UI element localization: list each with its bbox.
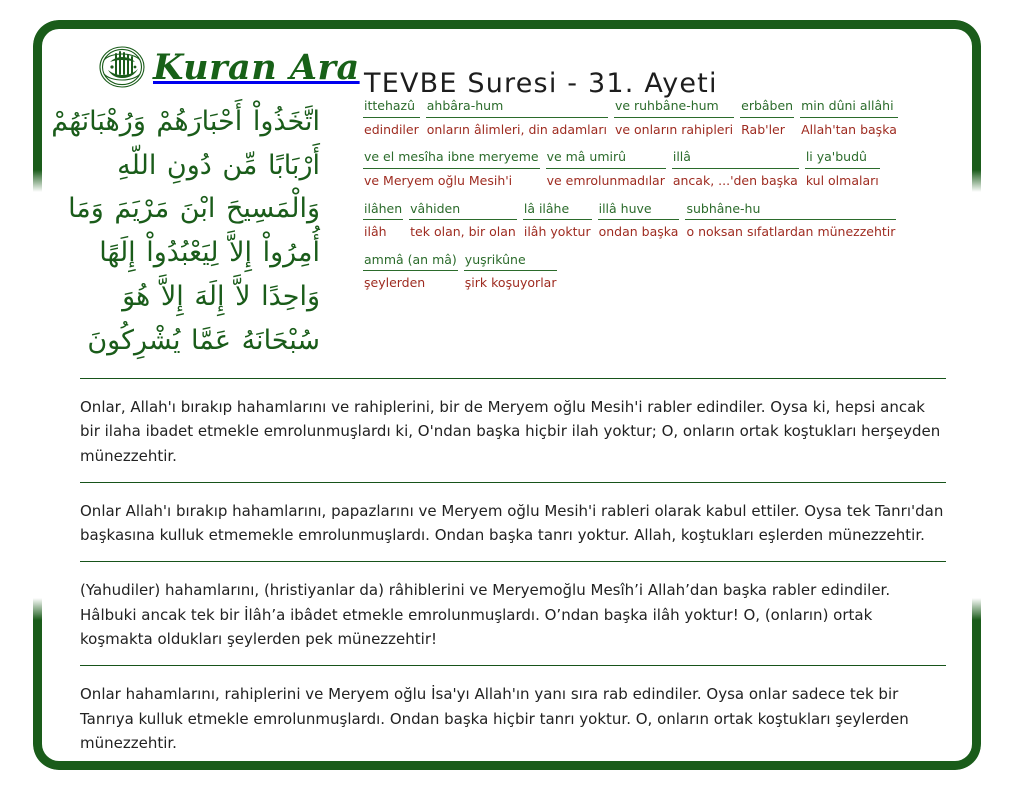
word-cell[interactable]	[614, 98, 734, 137]
word-transliteration: ve el mesîha ibne meryeme	[363, 149, 540, 169]
translation-text: (Yahudiler) hahamlarını, (hristiyanlar da) râhiblerini ve Meryemoğlu Mesîh’i Allah’dan başka rabler edindiler. Hâlbuki ancak tek bir İlâh’a ibâdet etmekle emrolunmuşlardı. O’ndan başka ilâh yoktur! O, (onların) ortak koşmakta oldukları şeylerden pek münezzehtir!	[80, 581, 891, 649]
word-turkish-gloss: ilâh yoktur	[523, 224, 591, 240]
word-turkish-gloss: Rab'ler	[741, 121, 785, 137]
word-cell[interactable]	[800, 98, 898, 137]
translation-block	[80, 561, 946, 665]
translation-text: Onlar hahamlarını, rahiplerini ve Meryem oğlu İsa'yı Allah'ın yanı sıra rab edindiler. Oysa onlar sadece tek bir Tanrıya kulluk etmekle emrolunmuşlardı. Ondan başka hiçbir tanrı yoktur. O, onların ortak koştukları şeylerden münezzehtir.	[80, 685, 909, 752]
word-turkish-gloss: ondan başka	[598, 224, 679, 240]
translation-block	[80, 482, 946, 562]
site-name: Kuran Ara	[153, 46, 360, 88]
word-by-word-table	[363, 98, 908, 303]
word-transliteration: ammâ (an mâ)	[363, 252, 458, 272]
word-turkish-gloss: o noksan sıfatlardan münezzehtir	[686, 224, 896, 240]
word-transliteration: illâ	[672, 149, 799, 169]
word-cell[interactable]	[409, 201, 517, 240]
word-turkish-gloss: onların âlimleri, din adamları	[426, 121, 607, 137]
arabic-verse-line: وَالْمَسِيحَ ابْنَ مَرْيَمَ وَمَا	[68, 193, 320, 225]
arabic-verse-line: أَرْبَابًا مِّن دُونِ اللّهِ	[117, 149, 320, 181]
word-cell[interactable]	[685, 201, 896, 240]
word-turkish-gloss: ancak, ...'den başka	[672, 172, 798, 188]
word-turkish-gloss: ve Meryem oğlu Mesih'i	[364, 172, 513, 188]
word-cell[interactable]	[363, 149, 540, 188]
site-logo-link[interactable]	[95, 40, 360, 94]
translations-list	[80, 378, 946, 755]
word-turkish-gloss: edindiler	[364, 121, 419, 137]
word-cell[interactable]	[363, 201, 403, 240]
word-cell[interactable]	[523, 201, 592, 240]
arabic-verse-line: أُمِرُواْ إِلاَّ لِيَعْبُدُواْ إِلَهًا	[99, 237, 320, 269]
word-transliteration: li ya'budû	[805, 149, 880, 169]
word-transliteration: subhâne-hu	[685, 201, 896, 221]
word-transliteration: min dûni allâhi	[800, 98, 898, 118]
translation-block	[80, 378, 946, 482]
translation-text: Onlar, Allah'ı bırakıp hahamlarını ve rahiplerini, bir de Meryem oğlu Mesih'i rabler edindiler. Oysa ki, hepsi ancak bir ilaha ibadet etmekle emrolunmuşlardı ki, O'ndan başka hiçbir ilah yoktur; O, onların ortak koştukları herşeyden münezzehtir.	[80, 398, 941, 465]
word-cell[interactable]	[740, 98, 794, 137]
word-transliteration: illâ huve	[598, 201, 680, 221]
word-row	[363, 149, 908, 188]
word-cell[interactable]	[805, 149, 880, 188]
arabic-verse	[40, 100, 320, 362]
arabic-verse-line: سُبْحَانَهُ عَمَّا يُشْرِكُونَ	[87, 324, 320, 356]
word-turkish-gloss: tek olan, bir olan	[410, 224, 516, 240]
word-transliteration: yuşrikûne	[464, 252, 558, 272]
word-transliteration: erbâben	[740, 98, 794, 118]
word-transliteration: ve mâ umirû	[546, 149, 666, 169]
word-transliteration: ahbâra-hum	[426, 98, 608, 118]
word-turkish-gloss: ve emrolunmadılar	[546, 172, 665, 188]
word-transliteration: ittehazû	[363, 98, 420, 118]
word-transliteration: ilâhen	[363, 201, 403, 221]
word-cell[interactable]	[363, 98, 420, 137]
word-cell[interactable]	[672, 149, 799, 188]
word-transliteration: vâhiden	[409, 201, 517, 221]
word-turkish-gloss: ilâh	[364, 224, 387, 240]
word-cell[interactable]	[426, 98, 608, 137]
word-cell[interactable]	[464, 252, 558, 291]
word-cell[interactable]	[546, 149, 666, 188]
word-cell[interactable]	[363, 252, 458, 291]
arabic-verse-line: وَاحِدًا لاَّ إِلَهَ إِلاَّ هُوَ	[122, 280, 320, 312]
word-row	[363, 98, 908, 137]
translation-block	[80, 665, 946, 755]
word-turkish-gloss: kul olmaları	[805, 172, 879, 188]
word-transliteration: lâ ilâhe	[523, 201, 592, 221]
word-turkish-gloss: ve onların rahipleri	[614, 121, 734, 137]
quran-emblem-icon	[95, 40, 149, 94]
word-turkish-gloss: Allah'tan başka	[801, 121, 897, 137]
word-cell[interactable]	[598, 201, 680, 240]
word-row	[363, 252, 908, 291]
page-title: TEVBE Suresi - 31. Ayeti	[364, 68, 718, 100]
word-transliteration: ve ruhbâne-hum	[614, 98, 734, 118]
word-turkish-gloss: şirk koşuyorlar	[464, 275, 557, 291]
word-turkish-gloss: şeylerden	[364, 275, 426, 291]
word-row	[363, 201, 908, 240]
translation-text: Onlar Allah'ı bırakıp hahamlarını, papazlarını ve Meryem oğlu Mesih'i rableri olarak kabul ettiler. Oysa tek Tanrı'dan başkasına kulluk etmemekle emrolunmuşlardı. Ondan başka tanrı yoktur. Allah, koştukları eşlerden münezzehtir.	[80, 501, 944, 545]
arabic-verse-line: اتَّخَذُواْ أَحْبَارَهُمْ وَرُهْبَانَهُمْ	[51, 106, 320, 137]
